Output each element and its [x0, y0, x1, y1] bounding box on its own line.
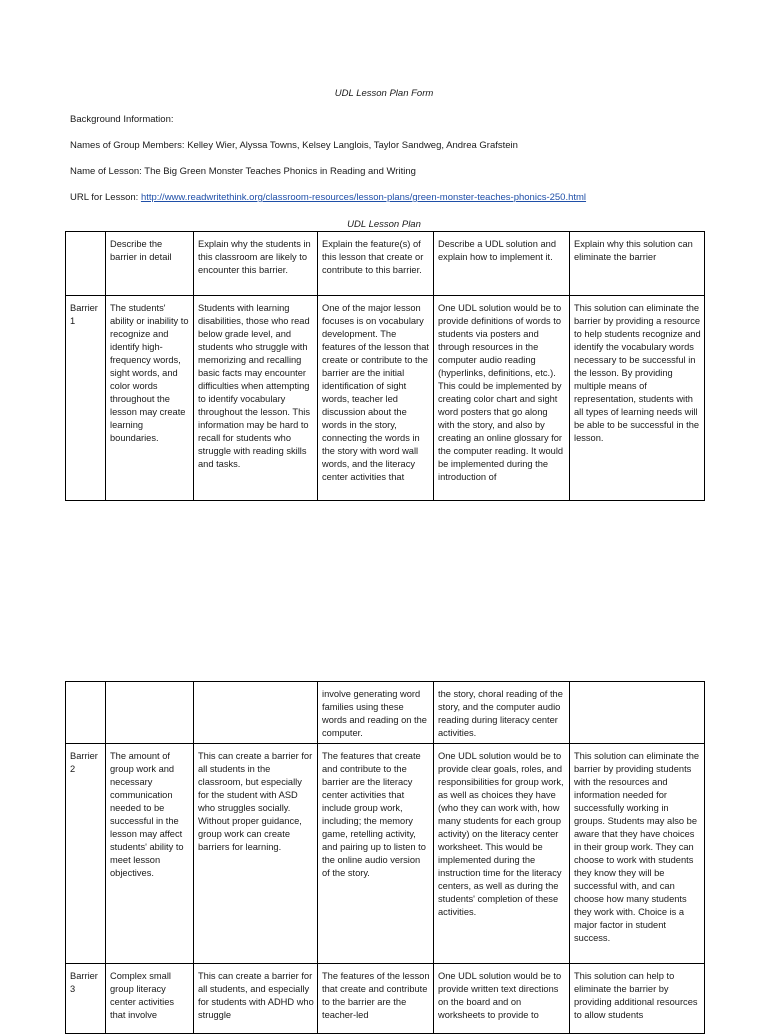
table-row-barrier-2 — [66, 744, 705, 964]
udl-solution-cell: One UDL solution would be to provide definitions of words to students via posters and through resources in the computer audio reading (hyperlinks, definitions, etc.). This could be implemented by creating color chart and sight word posters that go along with the story, and also by creating an online glossary for the computer reading. It would be implemented during the introduction of — [434, 296, 570, 501]
table-header-row — [66, 232, 705, 296]
header-cell-blank — [66, 232, 106, 296]
barrier-detail-cell: The amount of group work and necessary communication needed to be successful in the lesson may affect students' ability to meet lesson objectives. — [106, 744, 194, 964]
table-caption: UDL Lesson Plan — [347, 219, 421, 230]
header-cell-why-solution: Explain why this solution can eliminate the barrier — [570, 232, 705, 296]
barrier-detail-cell — [106, 682, 194, 744]
header-cell-why-encounter: Explain why the students in this classroom are likely to encounter this barrier. — [194, 232, 318, 296]
barrier-reason-cell: This can create a barrier for all students in the classroom, but especially for the student with ASD who struggles socially. Without proper guidance, group work can create barriers for learning. — [194, 744, 318, 964]
barrier-label-cell: Barrier 3 — [66, 964, 106, 1034]
lesson-feature-cell: The features of the lesson that create and contribute to the barrier are the teacher-led — [318, 964, 434, 1034]
lesson-url-link[interactable]: http://www.readwritethink.org/classroom-resources/lesson-plans/green-monster-teaches-phonics-250.html — [140, 192, 587, 203]
udl-table-page-2 — [65, 681, 705, 1034]
table-row-continuation — [66, 682, 705, 744]
udl-table-page-1 — [65, 231, 705, 501]
url-line — [70, 192, 586, 203]
group-members-line: Names of Group Members: Kelley Wier, Alyssa Towns, Kelsey Langlois, Taylor Sandweg, Andrea Grafstein — [70, 140, 518, 151]
table-row-barrier-3 — [66, 964, 705, 1034]
solution-rationale-cell: This solution can help to eliminate the barrier by providing additional resources to allow students — [570, 964, 705, 1034]
header-cell-lesson-features: Explain the feature(s) of this lesson that create or contribute to this barrier. — [318, 232, 434, 296]
background-label: Background Information: — [70, 114, 174, 125]
header-cell-udl-solution: Describe a UDL solution and explain how to implement it. — [434, 232, 570, 296]
lesson-feature-cell: The features that create and contribute to the barrier are the literacy center activities that include group work, including; the memory game, retelling activity, and pairing up to listen to the online audio version of the story. — [318, 744, 434, 964]
solution-rationale-cell: This solution can eliminate the barrier by providing students with the resources and information needed for successfully working in groups. Students may also be aware that they have choices in their group work. They can choose to work with students they know they will be successful with, and can choose how many students they work with. Choice is a major factor in student success. — [570, 744, 705, 964]
barrier-reason-cell — [194, 682, 318, 744]
udl-solution-cell: One UDL solution would be to provide clear goals, roles, and responsibilities for group work, as well as choices they have (who they can work with, how many students for each group activity) on the literacy center worksheet. This would be implemented during the instruction time for the literacy centers, as well as during the students' completion of these activities. — [434, 744, 570, 964]
solution-rationale-cell: This solution can eliminate the barrier by providing a resource to help students recognize and identify the vocabulary words necessary to be successful in the lesson. By providing multiple means of representation, students with all types of learning needs will be able to be successful in the lesson. — [570, 296, 705, 501]
barrier-label-cell: Barrier 2 — [66, 744, 106, 964]
header-cell-describe-barrier: Describe the barrier in detail — [106, 232, 194, 296]
udl-solution-cell: One UDL solution would be to provide written text directions on the board and on worksheets to provide to — [434, 964, 570, 1034]
lesson-name-line: Name of Lesson: The Big Green Monster Teaches Phonics in Reading and Writing — [70, 166, 416, 177]
barrier-reason-cell: This can create a barrier for all students, and especially for students with ADHD who struggle — [194, 964, 318, 1034]
doc-title: UDL Lesson Plan Form — [334, 88, 434, 99]
barrier-reason-cell: Students with learning disabilities, those who read below grade level, and students who struggle with memorizing and recalling basic facts may encounter difficulties when attempting to identify vocabulary throughout the lesson. This information may be hard to recall for students who struggle with reading skills and tasks. — [194, 296, 318, 501]
barrier-detail-cell: Complex small group literacy center activities that involve — [106, 964, 194, 1034]
lesson-feature-cell: involve generating word families using these words and reading on the computer. — [318, 682, 434, 744]
solution-rationale-cell — [570, 682, 705, 744]
barrier-label-cell: Barrier 1 — [66, 296, 106, 501]
lesson-feature-cell: One of the major lesson focuses is on vocabulary development. The features of the lesson that create or contribute to the barrier are the initial identification of sight words, teacher led discussion about the words in the story, connecting the words in the story with word wall words, and the literacy center activities that — [318, 296, 434, 501]
barrier-detail-cell: The students' ability or inability to recognize and identify high-frequency words, sight words, and color words throughout the lesson may create learning boundaries. — [106, 296, 194, 501]
barrier-label-cell — [66, 682, 106, 744]
table-row-barrier-1 — [66, 296, 705, 501]
udl-solution-cell: the story, choral reading of the story, and the computer audio reading during literacy center activities. — [434, 682, 570, 744]
url-label: URL for Lesson: — [70, 192, 141, 203]
